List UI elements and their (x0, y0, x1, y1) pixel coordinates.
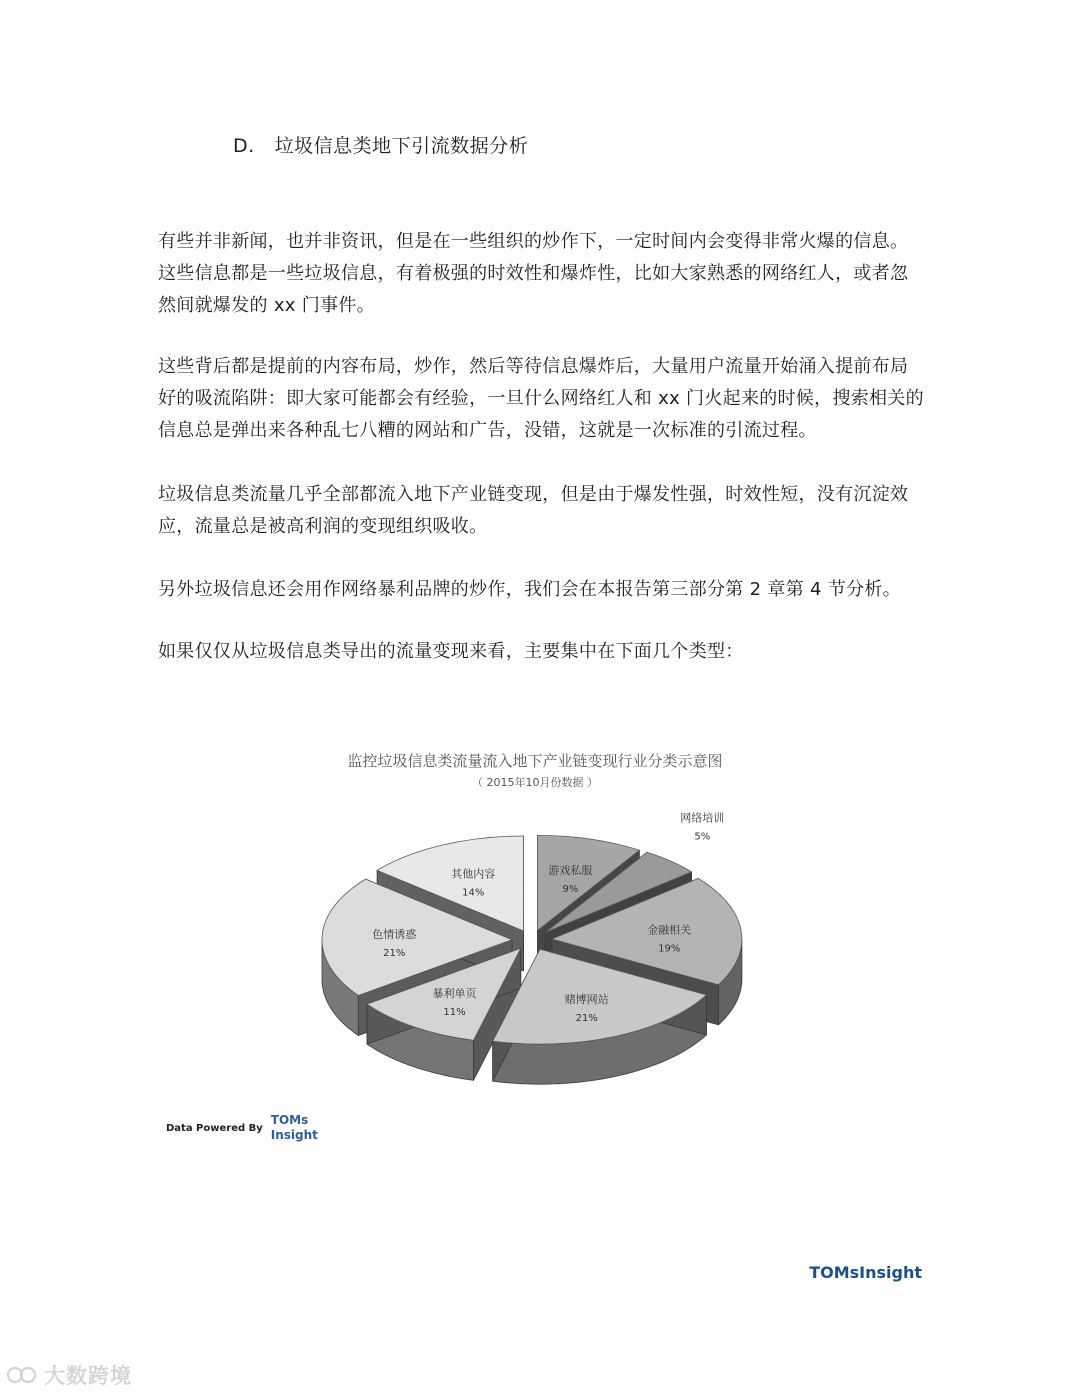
watermark-text: 大数跨境 (44, 1364, 132, 1388)
slice-label-5: 色情诱惑 (372, 927, 417, 941)
toms-insight-logo (271, 1113, 318, 1143)
data-credit (166, 1113, 318, 1143)
credit-label: Data Powered By (166, 1122, 263, 1134)
slice-label-2: 金融相关 (647, 923, 692, 937)
watermark (6, 1360, 132, 1390)
paragraph-4: 另外垃圾信息还会用作网络暴利品牌的炒作，我们会在本报告第三部分第 2 章第 4 节分析。 (158, 579, 901, 600)
slice-value-3: 21% (575, 1013, 598, 1025)
paragraph-2: 这些背后都是提前的内容布局，炒作，然后等待信息爆炸后，大量用户流量开始涌入提前布局好的吸流陷阱：即大家可能都会有经验，一旦什么网络红人和 xx 门火起来的时候，搜索相关的信息总是弹出来各种乱七八糟的网站和广告，没错，这就是一次标准的引流过程。 (158, 356, 924, 441)
slice-value-6: 14% (462, 887, 485, 899)
slice-label-1: 网络培训 (680, 811, 725, 825)
paragraph-5: 如果仅仅从垃圾信息类导出的流量变现来看，主要集中在下面几个类型： (158, 641, 744, 662)
slice-label-6: 其他内容 (451, 867, 496, 881)
logo-line-1: TOMs (270, 1113, 309, 1127)
footer-brand: TOMsInsight (809, 1263, 922, 1282)
section-heading (233, 131, 528, 158)
chart-subtitle: （ 2015年10月份数据 ） (472, 776, 598, 789)
slice-value-1: 5% (694, 831, 711, 843)
paragraph-3: 垃圾信息类流量几乎全部都流入地下产业链变现，但是由于爆发性强，时效性短，没有沉淀效应，流量总是被高利润的变现组织吸收。 (158, 484, 909, 537)
slice-value-0: 9% (562, 883, 579, 895)
pie-chart (300, 750, 770, 1100)
slice-label-4: 暴利单页 (432, 987, 477, 1000)
slice-value-4: 11% (443, 1007, 466, 1018)
slice-label-0: 游戏私服 (548, 863, 593, 877)
section-letter: D. (233, 135, 255, 157)
watermark-logo-icon (6, 1364, 38, 1386)
slice-label-3: 赌博网站 (564, 993, 609, 1007)
pie-chart-svg (300, 750, 770, 1100)
paragraph-1: 有些并非新闻，也并非资讯，但是在一些组织的炒作下，一定时间内会变得非常火爆的信息。这些信息都是一些垃圾信息，有着极强的时效性和爆炸性，比如大家熟悉的网络红人，或者忽然间就爆发的 xx 门事件。 (158, 231, 909, 316)
logo-line-2: Insight (270, 1128, 318, 1142)
section-title-text: 垃圾信息类地下引流数据分析 (274, 135, 529, 157)
slice-value-5: 21% (383, 947, 406, 959)
slice-value-2: 19% (658, 943, 681, 955)
chart-title: 监控垃圾信息类流量流入地下产业链变现行业分类示意图 (347, 752, 723, 770)
